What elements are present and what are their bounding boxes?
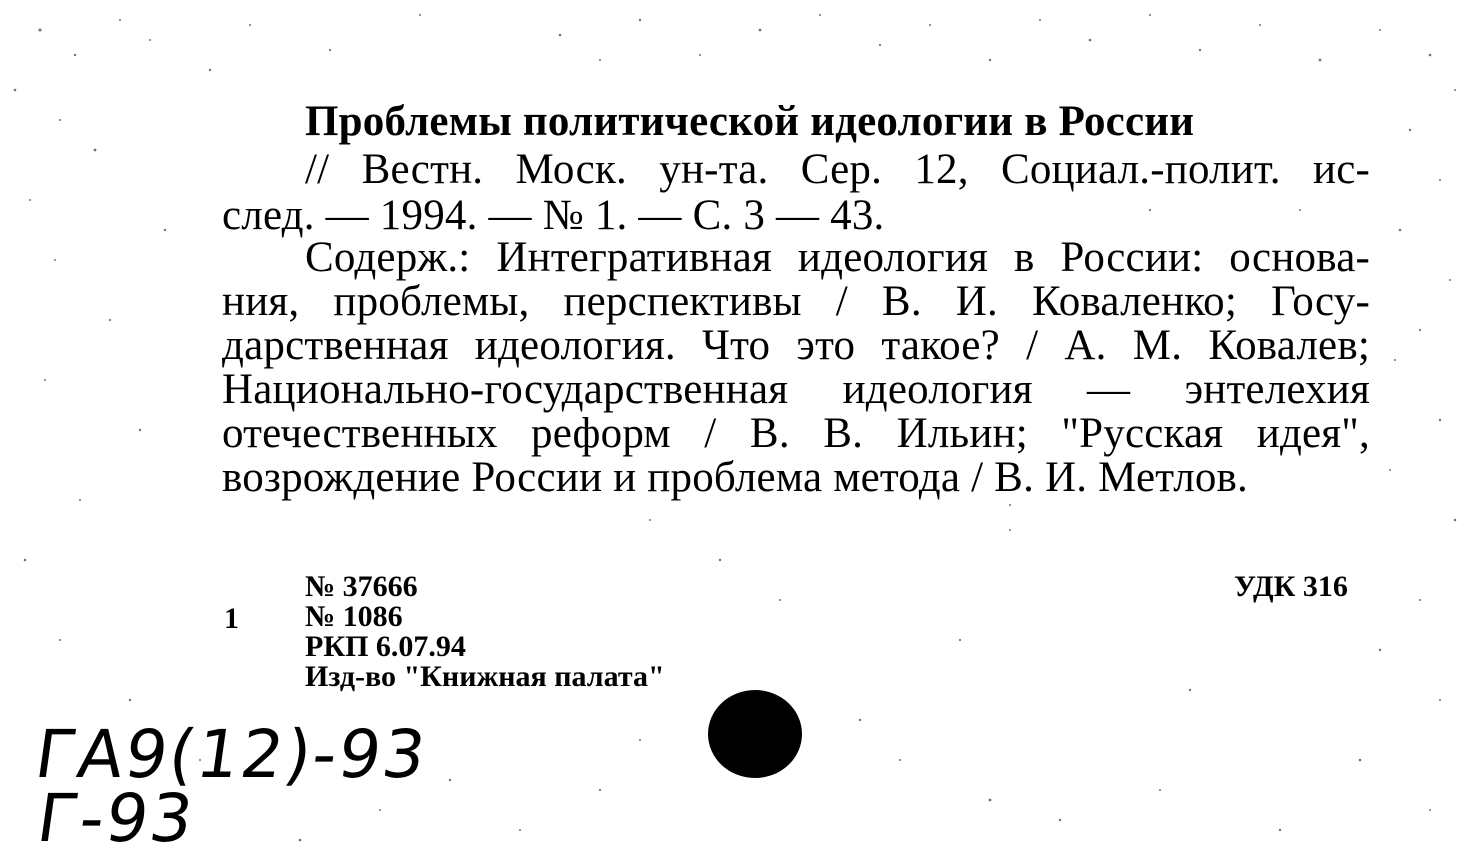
contents-line-3: дарственная идеология. Что это такое? / А. М. Ковалев;	[222, 322, 1370, 369]
punch-hole	[708, 690, 802, 778]
contents-line-6: возрождение России и проблема метода / В. И. Метлов.	[222, 454, 1249, 501]
rkp-date: РКП 6.07.94	[305, 630, 466, 663]
contents-line-2: ния, проблемы, перспективы / В. И. Коваленко; Госу-	[222, 278, 1370, 325]
source-line-1: // Вестн. Моск. ун-та. Сер. 12, Социал.-полит. ис-	[305, 146, 1370, 193]
contents-line-5: отечественных реформ / В. В. Ильин; "Русская идея",	[222, 410, 1370, 457]
publisher: Изд-во "Книжная палата"	[305, 660, 665, 693]
udc-code: УДК 316	[1234, 570, 1348, 603]
registry-number-2: № 1086	[305, 600, 403, 633]
contents-line-1: Содерж.: Интегративная идеология в России: основа-	[305, 234, 1370, 281]
registry-number-1: № 37666	[305, 570, 418, 603]
handwritten-shelfmark-2: Г-93	[32, 780, 200, 857]
entry-title: Проблемы политической идеологии в России	[305, 98, 1195, 145]
registry-index: 1	[224, 602, 239, 635]
source-line-2: след. — 1994. — № 1. — С. 3 — 43.	[222, 192, 885, 239]
handwritten-shelfmark-1: ГА9(12)-93	[30, 716, 433, 793]
contents-line-4: Национально-государственная идеология — энтелехия	[222, 366, 1370, 413]
